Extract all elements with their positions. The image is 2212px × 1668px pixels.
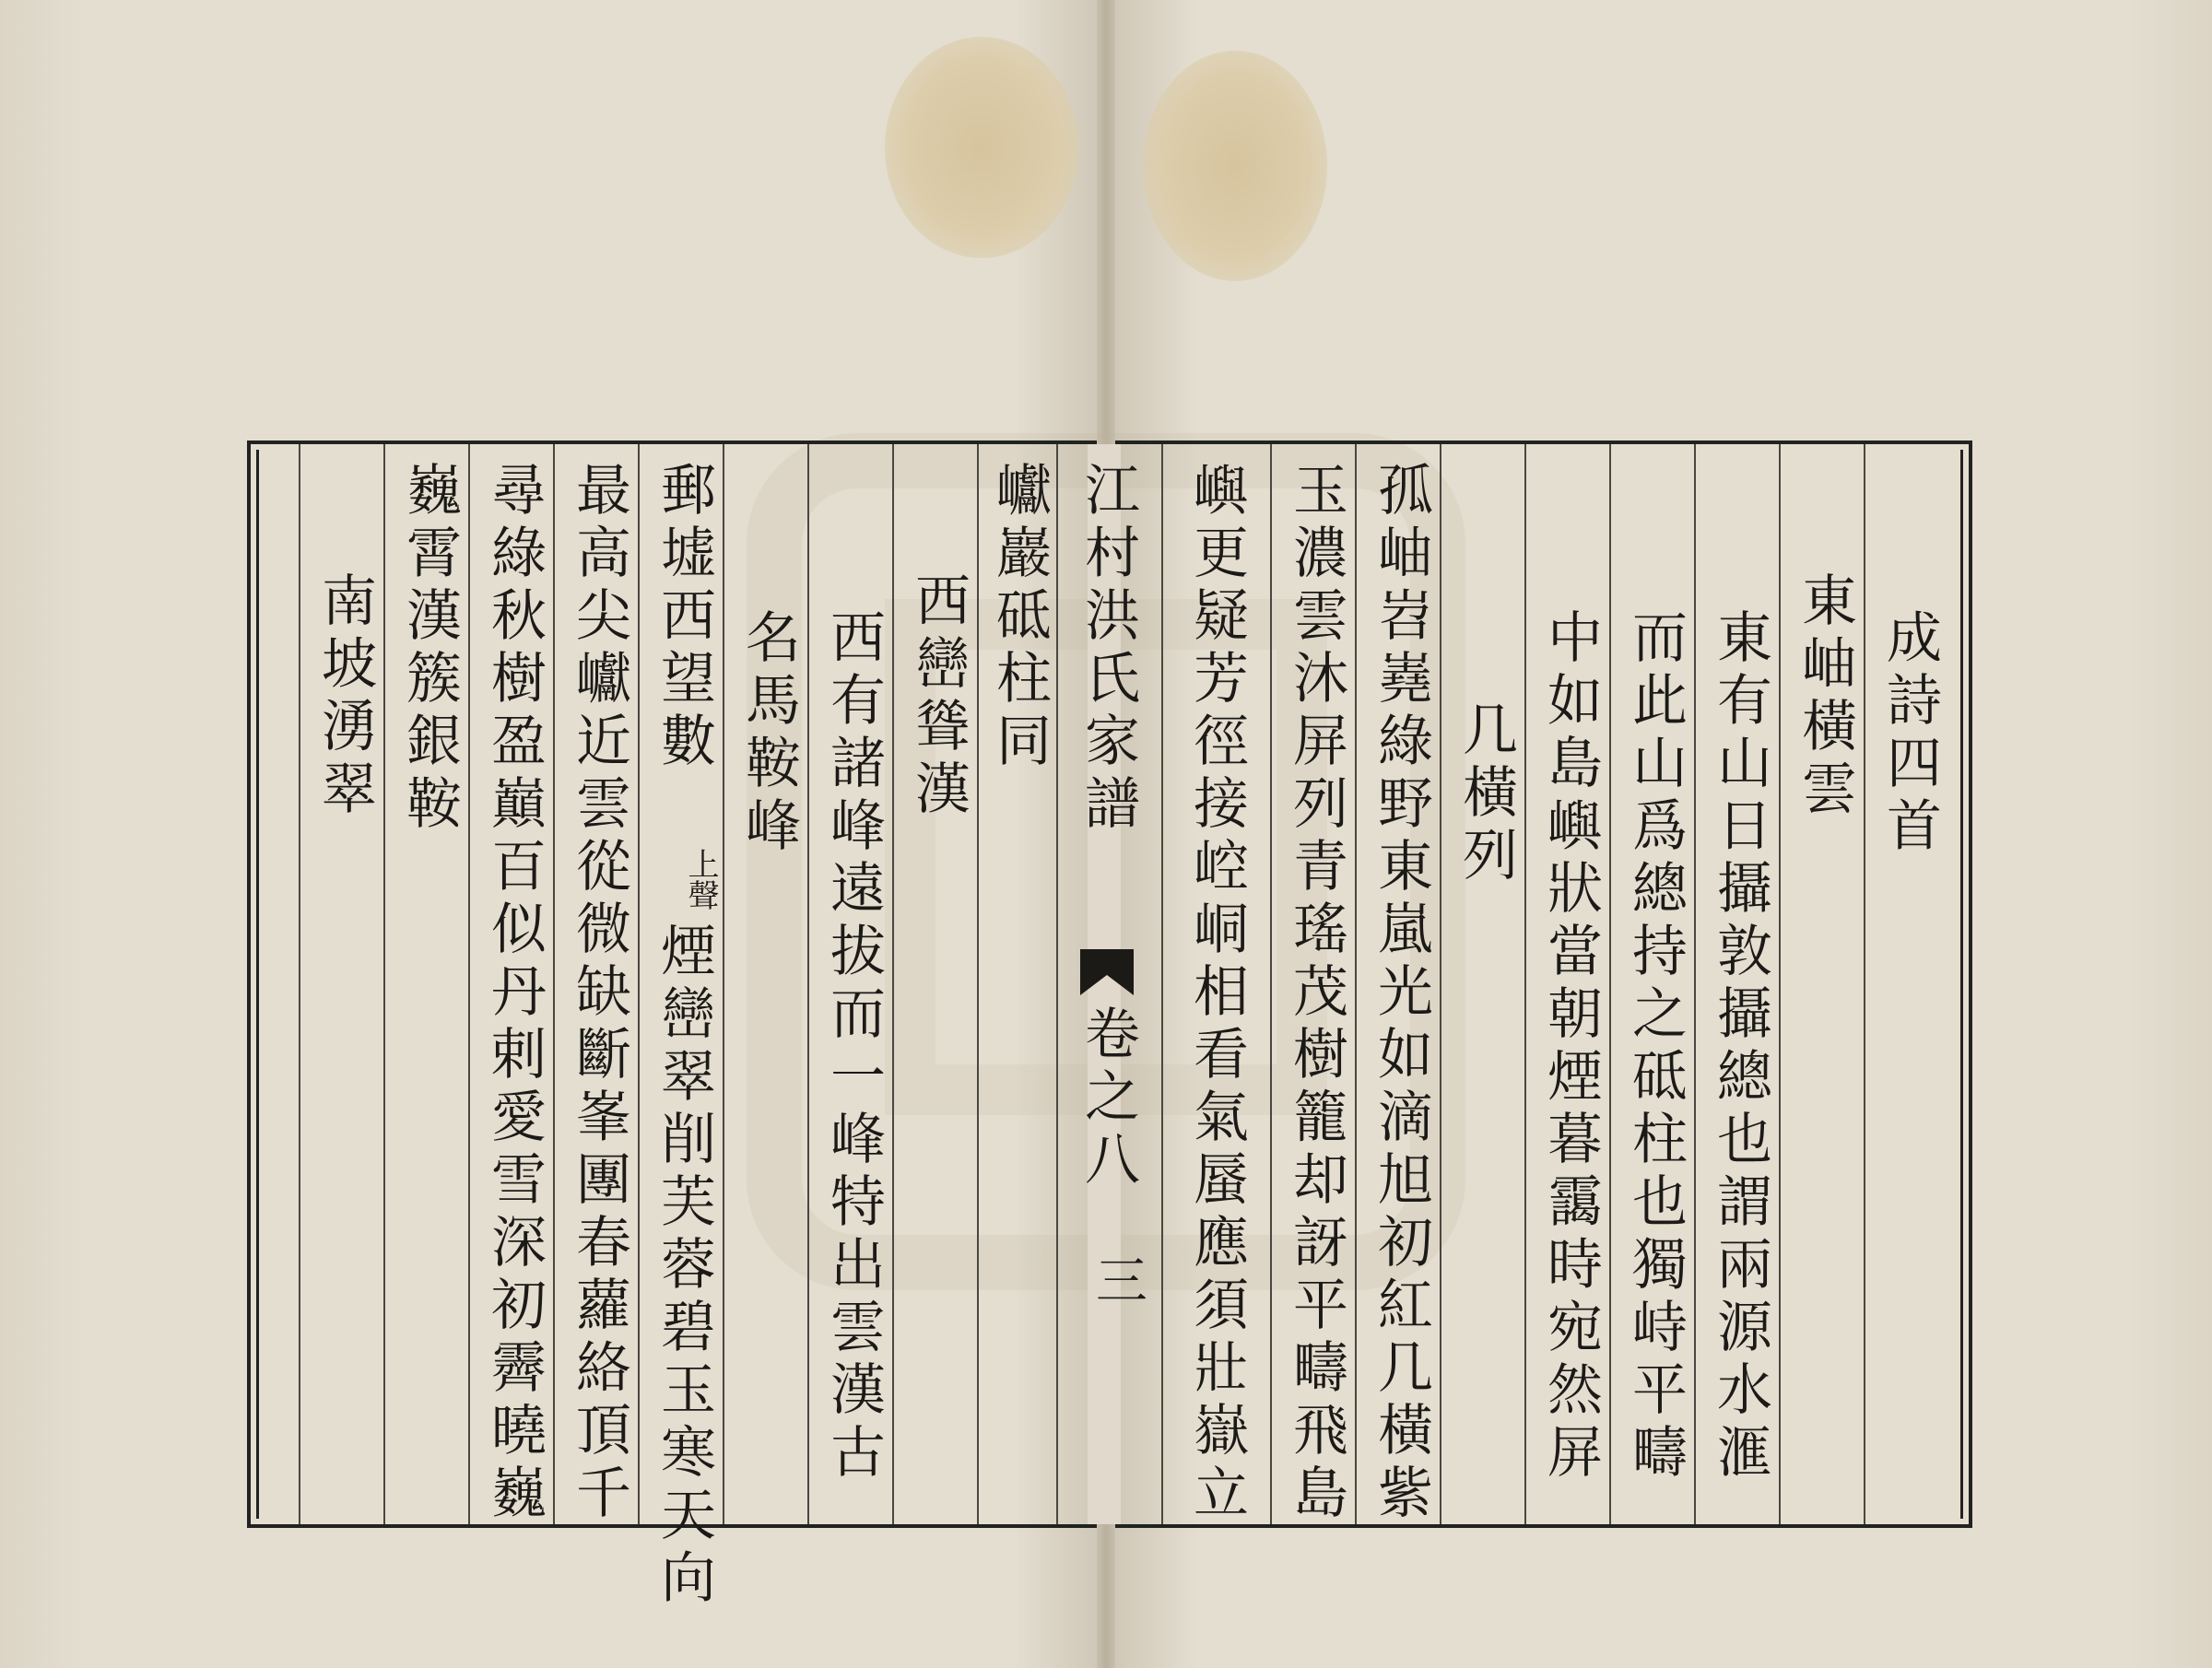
column-rule <box>383 444 385 1524</box>
fishtail-mark-icon <box>1080 949 1134 995</box>
column-rule <box>723 444 724 1524</box>
column-rule <box>299 444 300 1524</box>
column-rule <box>1355 444 1357 1524</box>
water-stain-left <box>885 37 1078 258</box>
column-rule <box>638 444 640 1524</box>
column-rule <box>1161 444 1163 1524</box>
spine-title: 江村洪氏家譜 <box>1076 461 1140 837</box>
column-rule <box>1779 444 1781 1524</box>
text-column: 西巒聳漢 <box>906 571 971 822</box>
text-column: 巍霄漢簇銀鞍 <box>397 461 462 837</box>
text-column: 東岫橫雲 <box>1793 571 1857 822</box>
column-rule <box>1864 444 1865 1524</box>
volume-label: 卷之八 <box>1076 1004 1140 1192</box>
column-rule <box>1056 444 1058 1524</box>
column-rule <box>1694 444 1696 1524</box>
text-column: 而此山爲總持之砥柱也獨峙平疇 <box>1623 608 1688 1486</box>
column-rule <box>807 444 809 1524</box>
text-column: 巘巖砥柱同 <box>987 461 1052 774</box>
text-column: 孤岫岧嶤綠野東嵐光如滴旭初紅几橫紫 <box>1369 461 1433 1526</box>
text-column: 中如島嶼狀當朝煙暮靄時宛然屏 <box>1538 608 1603 1486</box>
text-column: 几橫列 <box>1453 700 1518 888</box>
column-rule <box>468 444 470 1524</box>
text-column: 成詩四首 <box>1877 608 1942 859</box>
column-rule <box>892 444 894 1524</box>
column-rule <box>1609 444 1611 1524</box>
text-column: 煙巒翠削芙蓉碧玉寒天向 <box>652 922 716 1611</box>
text-column: 西有諸峰遠拔而一峰特出雲漢古 <box>821 608 886 1486</box>
text-column: 嶼更疑芳徑接崆峒相看氣蜃應須壯嶽立 <box>1184 461 1249 1526</box>
column-rule <box>1270 444 1272 1524</box>
column-rule <box>553 444 555 1524</box>
column-rule <box>977 444 979 1524</box>
text-column: 名馬鞍峰 <box>736 608 801 859</box>
text-column: 東有山日攝敦攝總也謂兩源水滙 <box>1708 608 1772 1486</box>
column-rule <box>1524 444 1526 1524</box>
page-number: 三 <box>1088 1253 1147 1305</box>
annotation-note: 上聲 <box>682 848 719 910</box>
text-column: 郵墟西望數 <box>652 461 716 774</box>
text-column: 尋綠秋樹盈巔百似丹剌愛雪深初霽曉巍 <box>482 461 547 1526</box>
text-column: 最高尖巘近雲從微缺斷峯團春蘿絡頂千 <box>567 461 631 1526</box>
text-column: 玉濃雲沐屏列青瑤茂樹籠却訝平疇飛島 <box>1284 461 1348 1526</box>
column-rule <box>1440 444 1441 1524</box>
text-column: 南坡湧翠 <box>312 571 377 822</box>
water-stain-right <box>1143 51 1327 281</box>
